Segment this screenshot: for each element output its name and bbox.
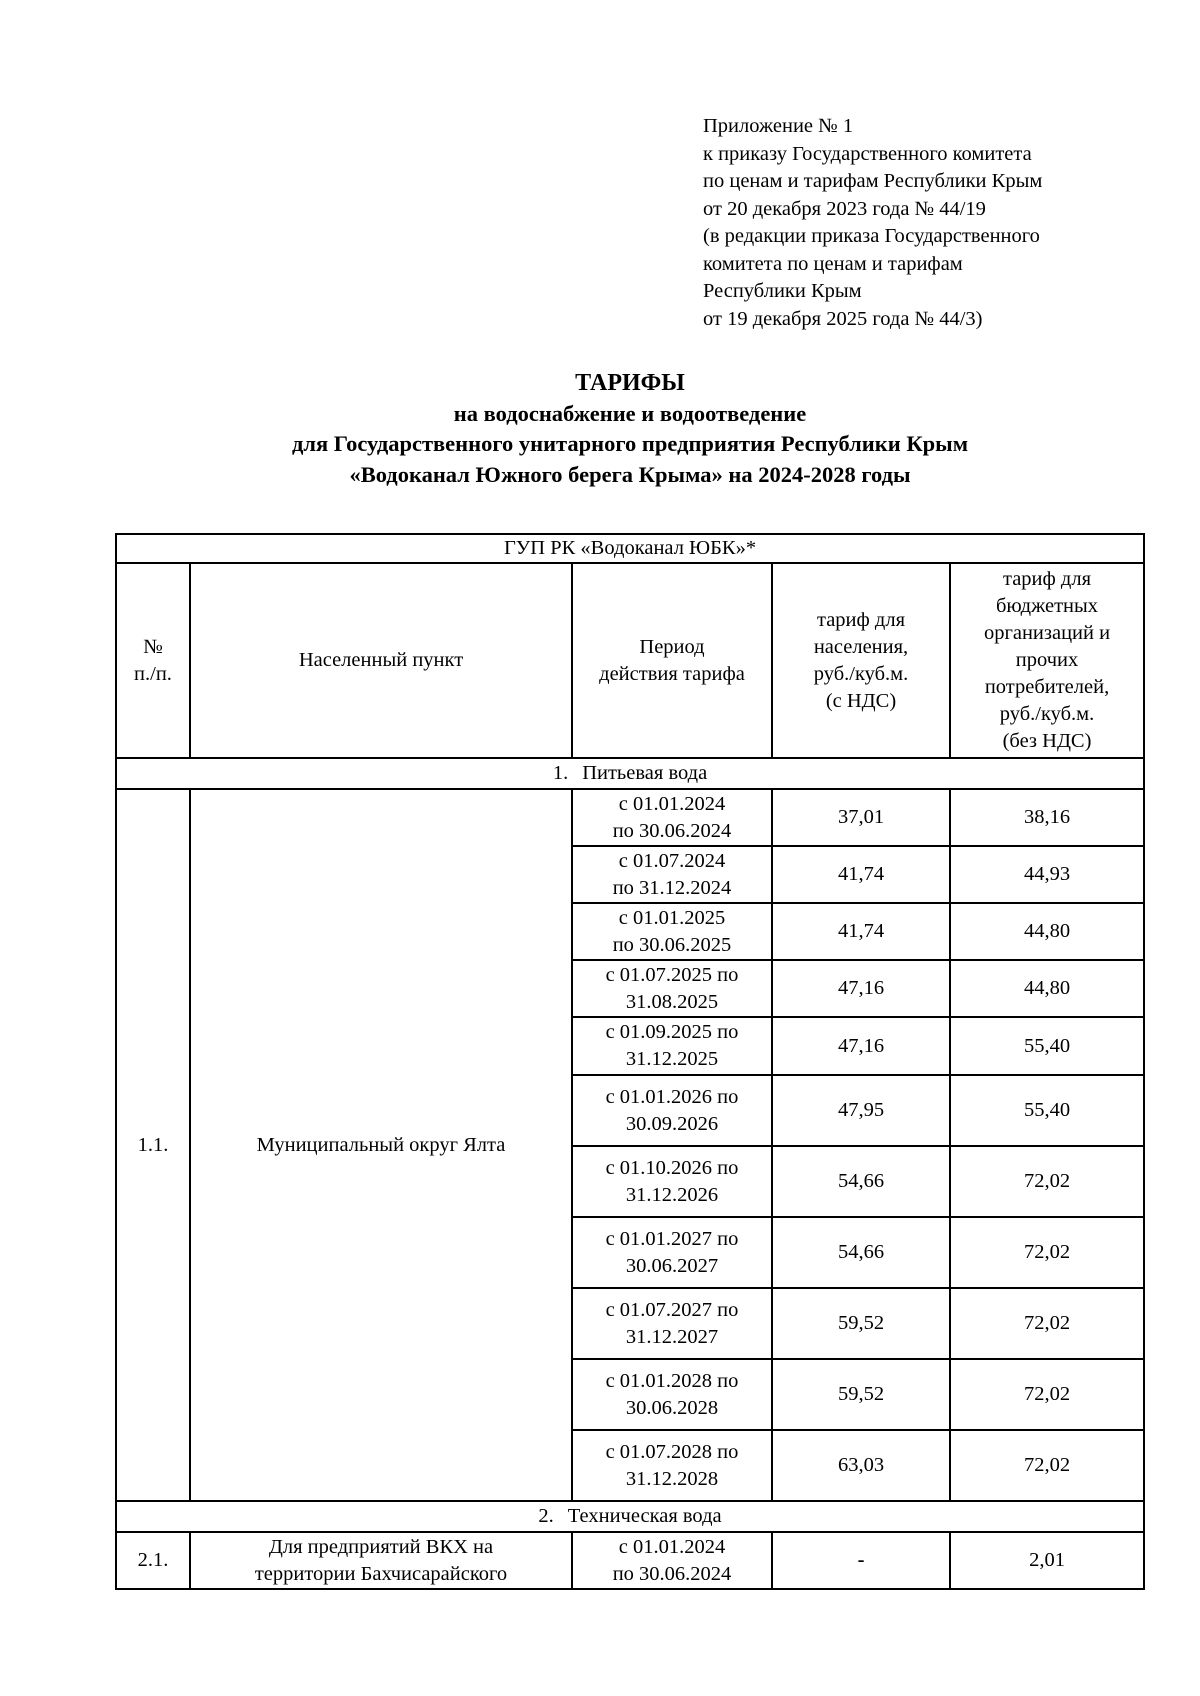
header-population-line: населения, xyxy=(813,635,909,658)
table-row xyxy=(116,789,1144,846)
period-cell xyxy=(572,846,772,903)
header-budget-line: (без НДС) xyxy=(1002,730,1092,752)
period-line: с 01.01.2025 xyxy=(618,906,726,929)
section-title xyxy=(116,758,1144,789)
budget-tariff: 44,80 xyxy=(950,960,1144,1017)
appendix-block xyxy=(703,113,1042,333)
table-header-row xyxy=(116,563,1144,758)
budget-tariff: 72,02 xyxy=(950,1146,1144,1217)
header-num xyxy=(116,563,190,758)
period-line: с 01.10.2026 по xyxy=(605,1156,739,1179)
period-cell xyxy=(572,1017,772,1075)
period-line: 30.09.2026 xyxy=(625,1112,719,1135)
appendix-line: по ценам и тарифам Республики Крым xyxy=(703,170,1043,192)
place-line: Для предприятий ВКХ на xyxy=(268,1535,494,1558)
period-cell xyxy=(572,960,772,1017)
section-name: Техническая вода xyxy=(567,1505,722,1527)
period-cell xyxy=(572,1288,772,1359)
population-tariff: 54,66 xyxy=(772,1217,950,1288)
item-num: 1.1. xyxy=(116,789,190,1501)
budget-tariff: 55,40 xyxy=(950,1075,1144,1146)
period-line: 31.12.2025 xyxy=(625,1048,719,1070)
population-tariff: - xyxy=(772,1532,950,1589)
document-title xyxy=(0,368,1200,490)
header-budget-line: руб./куб.м. xyxy=(999,703,1095,725)
population-tariff: 47,95 xyxy=(772,1075,950,1146)
period-line: с 01.09.2025 по xyxy=(605,1021,739,1043)
title-line: «Водоканал Южного берега Крыма» на 2024-2028 годы xyxy=(349,461,911,487)
period-line: с 01.07.2025 по xyxy=(605,963,739,986)
population-tariff: 41,74 xyxy=(772,846,950,903)
period-line: по 30.06.2024 xyxy=(612,1562,732,1585)
header-num-line: № xyxy=(143,635,163,658)
period-line: 30.06.2028 xyxy=(625,1396,719,1419)
header-population-line: тариф для xyxy=(816,608,906,631)
item-place xyxy=(190,1532,572,1589)
appendix-line: (в редакции приказа Государственного xyxy=(703,225,1040,247)
appendix-line: от 20 декабря 2023 года № 44/19 xyxy=(703,197,986,220)
period-line: по 30.06.2025 xyxy=(612,933,732,956)
budget-tariff: 38,16 xyxy=(950,789,1144,846)
header-budget-line: тариф для xyxy=(1003,568,1092,590)
appendix-line: комитета по ценам и тарифам xyxy=(703,252,963,275)
budget-tariff: 2,01 xyxy=(950,1532,1144,1589)
population-tariff: 59,52 xyxy=(772,1359,950,1430)
title-line: на водоснабжение и водоотведение xyxy=(453,400,807,426)
period-line: с 01.07.2027 по xyxy=(605,1298,739,1321)
header-period-line: действия тарифа xyxy=(599,662,745,685)
header-budget-line: бюджетных xyxy=(995,595,1099,617)
period-line: с 01.01.2024 xyxy=(618,792,726,815)
org-name: ГУП РК «Водоканал ЮБК»* xyxy=(116,534,1144,563)
period-line: с 01.07.2024 xyxy=(618,849,726,872)
population-tariff: 63,03 xyxy=(772,1430,950,1501)
period-cell xyxy=(572,1359,772,1430)
header-budget-line: организаций и xyxy=(983,622,1111,644)
appendix-line: Приложение № 1 xyxy=(703,115,854,137)
section-number: 2. xyxy=(538,1505,554,1527)
section-row xyxy=(116,758,1144,789)
period-cell xyxy=(572,1075,772,1146)
period-line: 31.08.2025 xyxy=(625,990,719,1013)
period-cell xyxy=(572,1217,772,1288)
section-title xyxy=(116,1501,1144,1532)
section-row xyxy=(116,1501,1144,1532)
table-org-row xyxy=(116,534,1144,563)
header-period xyxy=(572,563,772,758)
budget-tariff: 72,02 xyxy=(950,1288,1144,1359)
period-line: 31.12.2028 xyxy=(625,1467,719,1490)
period-line: по 30.06.2024 xyxy=(612,819,732,842)
budget-tariff: 72,02 xyxy=(950,1217,1144,1288)
header-budget xyxy=(950,563,1144,758)
budget-tariff: 44,93 xyxy=(950,846,1144,903)
budget-tariff: 55,40 xyxy=(950,1017,1144,1075)
population-tariff: 37,01 xyxy=(772,789,950,846)
period-cell xyxy=(572,1532,772,1589)
population-tariff: 54,66 xyxy=(772,1146,950,1217)
period-cell xyxy=(572,903,772,960)
header-num-line: п./п. xyxy=(134,662,172,685)
item-place: Муниципальный округ Ялта xyxy=(190,789,572,1501)
population-tariff: 41,74 xyxy=(772,903,950,960)
period-line: с 01.01.2024 xyxy=(618,1535,726,1558)
budget-tariff: 72,02 xyxy=(950,1359,1144,1430)
period-cell xyxy=(572,789,772,846)
table-row xyxy=(116,1532,1144,1589)
period-line: с 01.01.2028 по xyxy=(605,1369,739,1392)
budget-tariff: 44,80 xyxy=(950,903,1144,960)
header-budget-line: потребителей, xyxy=(984,676,1110,698)
header-place: Населенный пункт xyxy=(190,563,572,758)
item-num: 2.1. xyxy=(116,1532,190,1589)
appendix-line: к приказу Государственного комитета xyxy=(703,142,1032,165)
period-line: 31.12.2027 xyxy=(625,1325,719,1348)
period-line: 30.06.2027 xyxy=(625,1254,719,1277)
tariffs-table xyxy=(115,533,1145,1590)
section-name: Питьевая вода xyxy=(582,762,708,784)
period-cell xyxy=(572,1430,772,1501)
appendix-line: Республики Крым xyxy=(703,280,862,302)
section-number: 1. xyxy=(552,762,569,784)
header-period-line: Период xyxy=(639,635,705,658)
period-line: по 31.12.2024 xyxy=(612,876,732,899)
period-line: с 01.01.2026 по xyxy=(605,1085,739,1108)
period-line: 31.12.2026 xyxy=(625,1183,719,1206)
header-population xyxy=(772,563,950,758)
period-line: с 01.07.2028 по xyxy=(605,1440,739,1463)
budget-tariff: 72,02 xyxy=(950,1430,1144,1501)
title-main: ТАРИФЫ xyxy=(575,370,685,396)
place-line: территории Бахчисарайского xyxy=(254,1562,508,1585)
period-cell xyxy=(572,1146,772,1217)
population-tariff: 47,16 xyxy=(772,1017,950,1075)
appendix-line: от 19 декабря 2025 года № 44/3) xyxy=(703,307,983,330)
header-budget-line: прочих xyxy=(1015,649,1079,671)
population-tariff: 47,16 xyxy=(772,960,950,1017)
header-population-line: (с НДС) xyxy=(825,689,897,712)
title-line: для Государственного унитарного предприятия Республики Крым xyxy=(291,431,969,456)
header-population-line: руб./куб.м. xyxy=(813,662,909,685)
period-line: с 01.01.2027 по xyxy=(605,1227,739,1250)
population-tariff: 59,52 xyxy=(772,1288,950,1359)
